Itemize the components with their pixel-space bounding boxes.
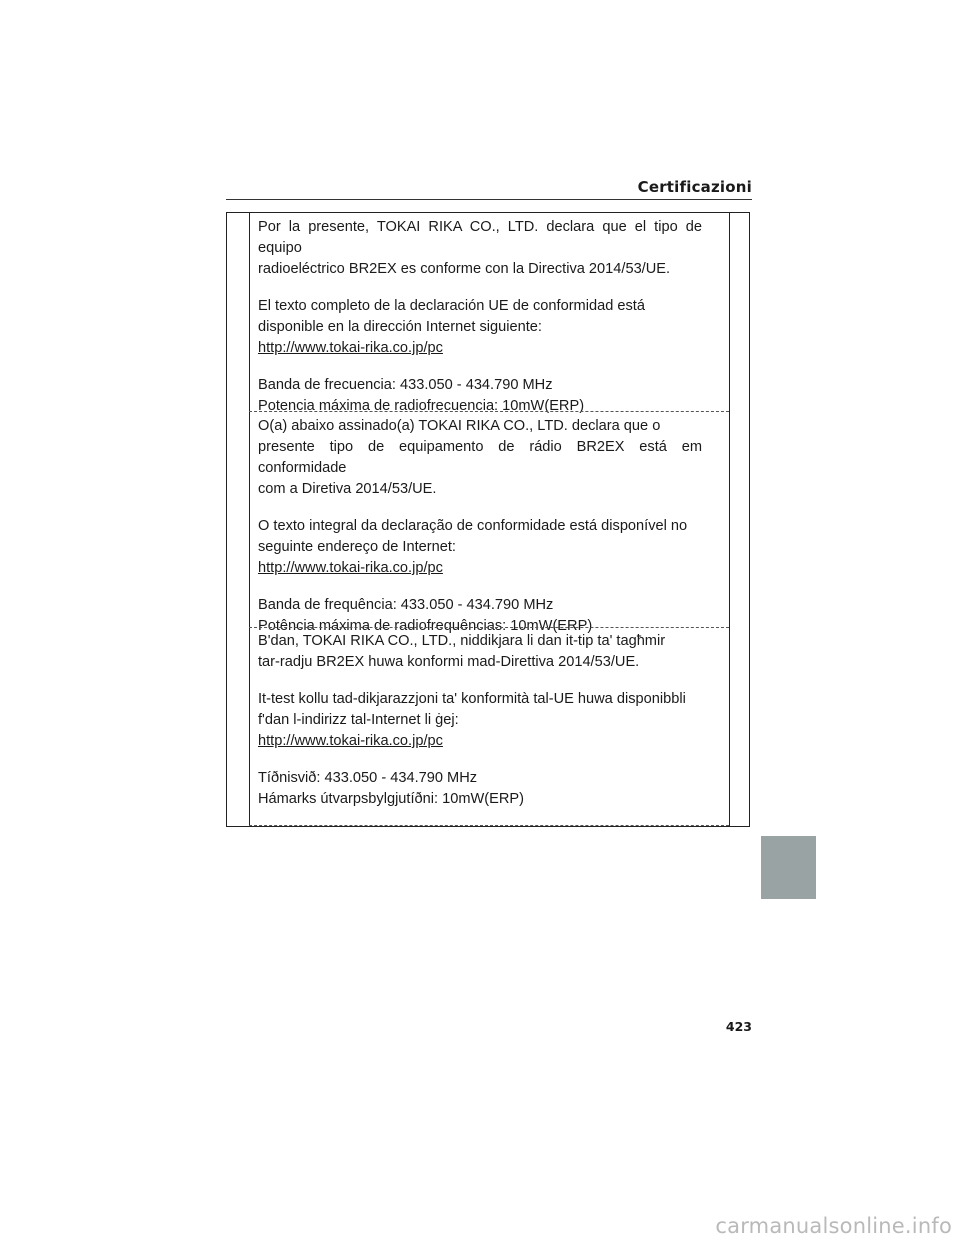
max-power: Potencia máxima de radiofrecuencia: 10mW(ERP) [258, 398, 585, 414]
fulltext-line: seguinte endereço de Internet: [258, 539, 456, 555]
table-right-column-line [729, 213, 730, 826]
frequency-band: Banda de frequência: 433.050 - 434.790 MHz [258, 597, 554, 613]
fulltext-line: It-test kollu tad-dikjarazzjoni ta' konformità tal-UE huwa disponibbli [258, 691, 686, 707]
declaration-line: O(a) abaixo assinado(a) TOKAI RIKA CO., LTD. declara que o [258, 418, 661, 434]
chapter-side-tab [761, 836, 816, 899]
max-power: Potência máxima de radiofrequências: 10mW(ERP) [258, 618, 593, 634]
declaration-line: tar-radju BR2EX huwa konformi mad-Direttiva 2014/53/UE. [258, 654, 640, 670]
declaration-line: radioeléctrico BR2EX es conforme con la Directiva 2014/53/UE. [258, 261, 671, 277]
max-power: Hámarks útvarpsbylgjutíðni: 10mW(ERP) [258, 791, 525, 807]
section-divider [249, 825, 729, 826]
table-left-column-line [249, 213, 250, 826]
header-rule [226, 199, 752, 200]
conformity-link[interactable]: http://www.tokai-rika.co.jp/pc [258, 733, 443, 749]
fulltext-line: f'dan l-indirizz tal-Internet li ġej: [258, 712, 459, 728]
frequency-band: Banda de frecuencia: 433.050 - 434.790 MHz [258, 377, 553, 393]
declaration-table [226, 212, 750, 827]
declaration-line: B'dan, TOKAI RIKA CO., LTD., niddikjara li dan it-tip ta' tagħmir [258, 633, 666, 649]
declaration-line: Por la presente, TOKAI RIKA CO., LTD. declara que el tipo de equipo [258, 219, 702, 256]
page-number: 423 [725, 1019, 752, 1034]
conformity-link[interactable]: http://www.tokai-rika.co.jp/pc [258, 560, 443, 576]
declaration-line: com a Diretiva 2014/53/UE. [258, 481, 437, 497]
watermark-text: carmanualsonline.info [715, 1214, 952, 1238]
declaration-line: presente tipo de equipamento de rádio BR2EX está em conformidade [258, 439, 702, 476]
frequency-band: Tíðnisvið: 433.050 - 434.790 MHz [258, 770, 478, 786]
fulltext-line: disponible en la dirección Internet siguiente: [258, 319, 542, 335]
page-title: Certificazioni [637, 178, 752, 196]
section-divider [249, 627, 729, 628]
fulltext-line: El texto completo de la declaración UE de conformidad está [258, 298, 645, 314]
section-divider [249, 411, 729, 412]
conformity-link[interactable]: http://www.tokai-rika.co.jp/pc [258, 340, 443, 356]
fulltext-line: O texto integral da declaração de conformidade está disponível no [258, 518, 688, 534]
